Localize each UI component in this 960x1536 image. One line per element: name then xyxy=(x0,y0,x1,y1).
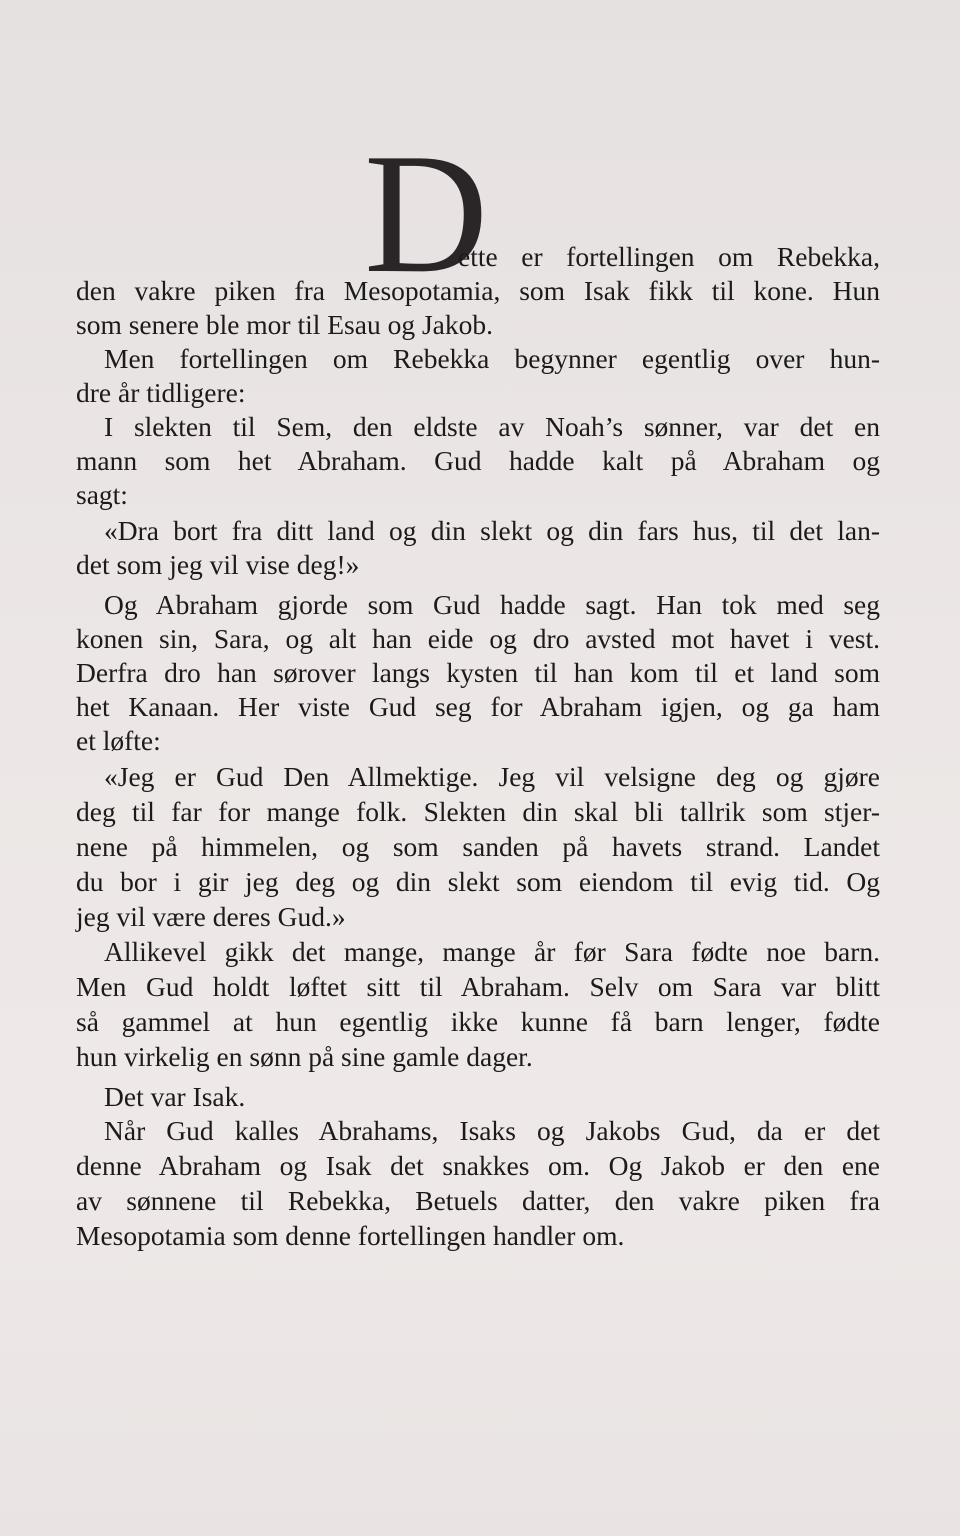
book-page xyxy=(76,0,880,1536)
text-line: het Kanaan. Her viste Gud seg for Abraham igjen, og ga ham xyxy=(76,691,880,722)
text-line: ette er fortellingen om Rebekka, xyxy=(458,241,880,272)
text-line: «Jeg er Gud Den Allmektige. Jeg vil velsigne deg og gjøre xyxy=(104,761,880,792)
text-line: Og Abraham gjorde som Gud hadde sagt. Han tok med seg xyxy=(104,589,880,620)
text-line: deg til far for mange folk. Slekten din skal bli tallrik som stjer- xyxy=(76,796,880,827)
text-line: Men fortellingen om Rebekka begynner egentlig over hun- xyxy=(104,343,880,374)
text-line: dre år tidligere: xyxy=(76,377,246,408)
text-line: så gammel at hun egentlig ikke kunne få barn lenger, fødte xyxy=(76,1006,880,1037)
text-line: mann som het Abraham. Gud hadde kalt på Abraham og xyxy=(76,445,880,476)
text-line: av sønnene til Rebekka, Betuels datter, den vakre piken fra xyxy=(76,1185,880,1216)
text-line: Det var Isak. xyxy=(104,1081,246,1112)
text-line: denne Abraham og Isak det snakkes om. Og Jakob er den ene xyxy=(76,1150,880,1181)
text-line: du bor i gir jeg deg og din slekt som eiendom til evig tid. Og xyxy=(76,866,880,897)
text-line: Mesopotamia som denne fortellingen handler om. xyxy=(76,1220,625,1251)
text-line: I slekten til Sem, den eldste av Noah’s sønner, var det en xyxy=(104,411,880,442)
text-line: hun virkelig en sønn på sine gamle dager. xyxy=(76,1041,533,1072)
text-line: som senere ble mor til Esau og Jakob. xyxy=(76,309,493,340)
drop-cap: D xyxy=(364,119,489,309)
text-line: jeg vil være deres Gud.» xyxy=(76,901,346,932)
text-line: det som jeg vil vise deg!» xyxy=(76,549,360,580)
text-line: Allikevel gikk det mange, mange år før Sara fødte noe barn. xyxy=(104,936,880,967)
text-line: «Dra bort fra ditt land og din slekt og din fars hus, til det lan- xyxy=(104,515,880,546)
text-line: nene på himmelen, og som sanden på havets strand. Landet xyxy=(76,831,880,862)
text-line: den vakre piken fra Mesopotamia, som Isak fikk til kone. Hun xyxy=(76,275,880,306)
text-line: Derfra dro han sørover langs kysten til han kom til et land som xyxy=(76,657,880,688)
text-line: et løfte: xyxy=(76,725,161,756)
text-line: Når Gud kalles Abrahams, Isaks og Jakobs Gud, da er det xyxy=(104,1115,880,1146)
text-line: sagt: xyxy=(76,479,128,510)
text-line: konen sin, Sara, og alt han eide og dro avsted mot havet i vest. xyxy=(76,623,880,654)
text-line: Men Gud holdt løftet sitt til Abraham. Selv om Sara var blitt xyxy=(76,971,880,1002)
